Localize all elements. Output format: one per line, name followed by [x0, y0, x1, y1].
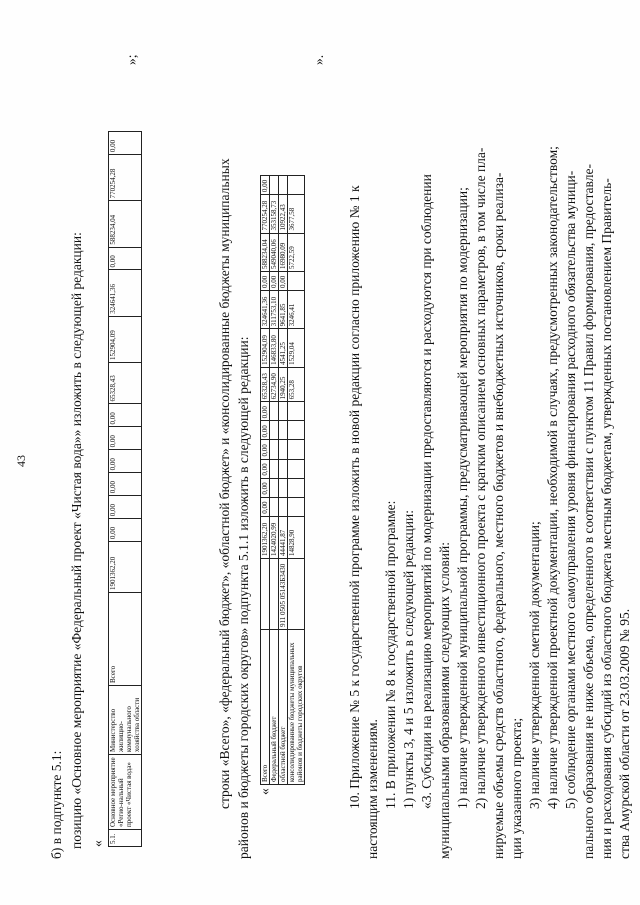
table-cell: 1529,04: [288, 329, 305, 367]
row-label: областной бюджет: [279, 630, 288, 785]
position-line: позицию «Основное мероприятие «Федеральный проект «Чистая вода»» изложить в следующей редакции:: [69, 232, 84, 849]
table-cell: 770254,28: [261, 195, 270, 233]
item-3-line-1: «3. Субсидии на реализацию мероприятий по модернизации предоставляются и расходуются при соблюдении: [419, 174, 434, 809]
table-cell: 10922,43: [279, 195, 288, 233]
row-responsible: Министерство жилищно-коммунального хозяйства области: [109, 686, 142, 755]
table-cell: 0,00: [261, 440, 270, 459]
condition-5-line-4: ства Амурской области от 23.03.2009 № 95.: [617, 608, 632, 859]
table-cell: 0,00: [109, 473, 142, 496]
close-quote-2: ».: [311, 54, 326, 65]
table-cell: 549040,06: [270, 233, 279, 271]
table-cell: 0,00: [109, 450, 142, 473]
table-cell: 324641,36: [261, 291, 270, 329]
table-cell: 0,00: [261, 421, 270, 440]
table-cell: 1424020,99: [270, 516, 279, 558]
table-cell: 152904,09: [109, 316, 142, 362]
table-cell: [270, 421, 279, 440]
table-cell: 0,00: [261, 497, 270, 516]
table-cell: [288, 402, 305, 421]
table-cell: [270, 176, 279, 195]
table-cell: [270, 497, 279, 516]
table2-body: [261, 176, 305, 785]
table-cell: [270, 478, 279, 497]
condition-5-line-2: пального образования не ниже объема, определенного в соответствии с пунктом 11 Правил формирования, предоставле-: [581, 164, 596, 859]
open-quote-1: «: [90, 840, 105, 847]
table-cell: 0,00: [261, 402, 270, 421]
table-cell: 324641,36: [109, 270, 142, 316]
row-budget-code: [270, 559, 279, 630]
table-cell: 16980,09: [279, 233, 288, 271]
table-row: [288, 176, 305, 785]
table-cell: 1940,25: [279, 367, 288, 402]
table-cell: [288, 478, 305, 497]
table-cell: [279, 478, 288, 497]
row-budget-code: 911 0505 05143Б3430: [279, 559, 288, 630]
row-label: Федеральный бюджет: [270, 630, 279, 785]
table-cell: [279, 459, 288, 478]
table-row: [109, 132, 142, 847]
table-cell: 9641,85: [279, 291, 288, 329]
table-cell: 3246,41: [288, 291, 305, 329]
table-cell: 0,00: [261, 271, 270, 290]
table-cell: 0,00: [270, 271, 279, 290]
table-cell: 62734,90: [270, 367, 279, 402]
table-cell: [288, 459, 305, 478]
table-cell: [288, 176, 305, 195]
item-11: 11. В приложении № 8 к государственной программе:: [383, 500, 398, 809]
row-name: Основное мероприятие «Регио-нальный проект «Чистая вода»: [109, 755, 142, 830]
table-cell: [288, 271, 305, 290]
table-cell: 65328,43: [109, 362, 142, 404]
condition-5-line-1: 5) соблюдение органами местного самоуправления уровня финансирования расходного обязательства муници-: [563, 170, 578, 809]
table-cell: 588234,04: [261, 233, 270, 271]
table-cell: 311753,10: [270, 291, 279, 329]
condition-5-line-3: ния и расходования субсидий из областного бюджета местным бюджетам, утвержденных постановлением Правитель-: [599, 178, 614, 859]
row-budget-code: [288, 559, 305, 630]
table-row: [270, 176, 279, 785]
sub-item-b: б) в подпункте 5.1:: [49, 750, 64, 859]
table-cell: 0,00: [109, 427, 142, 450]
table-cell: [279, 402, 288, 421]
table-cell: 0,00: [109, 247, 142, 270]
table-cell: 1901362,20: [261, 516, 270, 558]
table-cell: [279, 176, 288, 195]
table-cell: 0,00: [279, 271, 288, 290]
table-cell: 353158,73: [270, 195, 279, 233]
row-label: Всего: [261, 630, 270, 785]
table-cell: 3677,58: [288, 195, 305, 233]
condition-4: 4) наличие утвержденной проектной документации, необходимой в случаях, предусмотренных законодательством;: [545, 146, 560, 809]
table-cell: 65328,43: [261, 367, 270, 402]
table-cell: 5722,59: [288, 233, 305, 271]
table-cell: 4541,25: [279, 329, 288, 367]
open-quote-2: «: [257, 788, 272, 795]
condition-3: 3) наличие утвержденной сметной документации;: [527, 521, 542, 809]
item-10-line-2: настоящим изменениям.: [365, 719, 380, 859]
table-cell: [288, 421, 305, 440]
table-row: [261, 176, 270, 785]
table-cell: [288, 440, 305, 459]
table-cell: 14828,90: [288, 516, 305, 558]
row-label: консолидированные бюджеты муниципальных районов и бюджеты городских округов: [288, 630, 305, 785]
table-cell: 44441,87: [279, 516, 288, 558]
table-cell: 1901362,20: [109, 542, 142, 593]
rotated-page-content: [10, 25, 630, 895]
table-cell: [279, 440, 288, 459]
table-cell: 653,28: [288, 367, 305, 402]
rows-line-2: районов и бюджеты городских округов» подпункта 5.1.1 изложить в следующей редакции:: [236, 336, 251, 859]
table-cell: 0,00: [109, 519, 142, 542]
row-code: 5.1.: [109, 830, 142, 847]
close-quote-1: »;: [124, 54, 139, 65]
table-section-5-1: [108, 131, 142, 847]
table-row: [279, 176, 288, 785]
table-cell: [270, 402, 279, 421]
condition-2-line-2: нируемые объемы средств областного, федерального, местного бюджетов и внебюджетных источников, сроки реализа-: [491, 172, 506, 859]
table-cell: 0,00: [109, 496, 142, 519]
item-3-line-2: муниципальными образованиями следующих условий:: [437, 541, 452, 859]
table-cell: [279, 421, 288, 440]
condition-1: 1) наличие утвержденной муниципальной программы, предусматривающей мероприятия по модернизации;: [455, 187, 470, 809]
item-10-line-1: 10. Приложение № 5 к государственной программе изложить в новой редакции согласно приложению № 1 к: [347, 185, 362, 809]
table-cell: 146833,80: [270, 329, 279, 367]
table-cell: 0,00: [109, 132, 142, 155]
table-section-5-1-1: [260, 175, 305, 785]
row-budget-code: [261, 559, 270, 630]
table-cell: 770254,28: [109, 155, 142, 201]
page-number: 43: [14, 455, 28, 467]
condition-2-line-1: 2) наличие утвержденного инвестиционного проекта с кратким описанием основных параметров, в том числе пла-: [473, 147, 488, 809]
table-cell: 0,00: [109, 404, 142, 427]
table-cell: 0,00: [261, 176, 270, 195]
table-cell: [279, 497, 288, 516]
table-cell: [288, 497, 305, 516]
rows-line-1: строки «Всего», «федеральный бюджет», «областной бюджет» и «консолидированные бюджеты муниципальных: [217, 158, 232, 809]
table-cell: 588234,04: [109, 201, 142, 247]
row-total-label: Всего: [109, 593, 142, 686]
table-cell: 152904,09: [261, 329, 270, 367]
table-cell: [270, 459, 279, 478]
table-cell: 0,00: [261, 459, 270, 478]
table-cell: 0,00: [261, 478, 270, 497]
item-11-1: 1) пункты 3, 4 и 5 изложить в следующей редакции:: [401, 510, 416, 809]
table-cell: [270, 440, 279, 459]
condition-2-line-3: ции указанного проекта;: [509, 717, 524, 859]
